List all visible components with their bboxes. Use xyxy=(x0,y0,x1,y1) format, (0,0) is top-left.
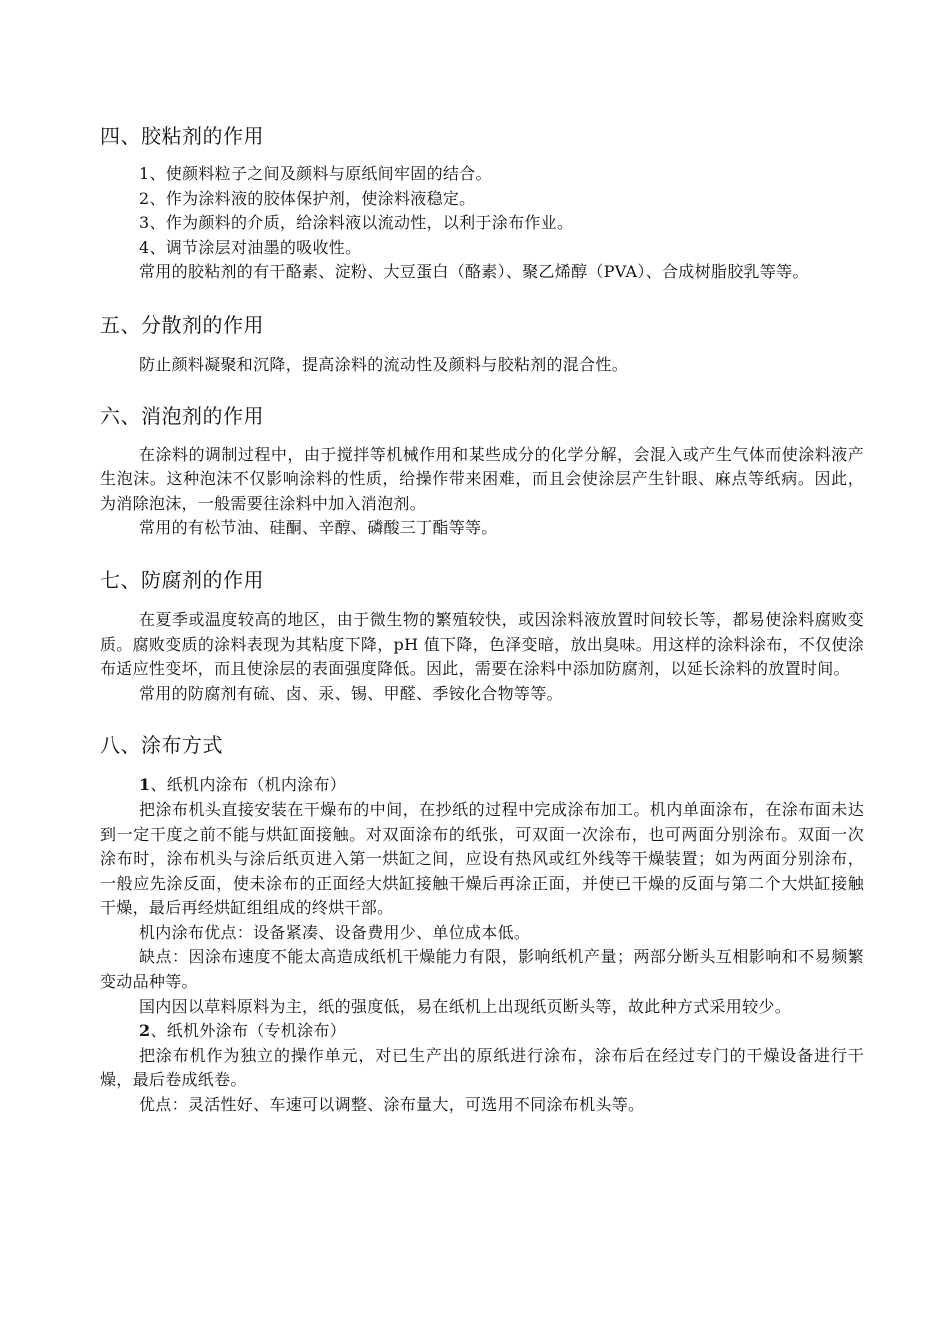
paragraph: 国内因以草料原料为主，纸的强度低，易在纸机上出现纸页断头等，故此种方式采用较少。 xyxy=(139,996,792,1016)
section-heading-defoamer: 六、消泡剂的作用 xyxy=(100,403,264,428)
subsection-title-offmachine xyxy=(100,1019,864,1044)
list-item: 3、作为颜料的介质，给涂料液以流动性，以利于涂布作业。 xyxy=(139,213,574,233)
section-heading-coating-methods: 八、涂布方式 xyxy=(100,733,223,758)
paragraph: 常用的胶粘剂的有干酪素、淀粉、大豆蛋白（酪素）、聚乙烯醇（PVA）、合成树脂胶乳等等。 xyxy=(139,262,809,282)
paragraph: 机内涂布优点：设备紧凑、设备费用少、单位成本低。 xyxy=(139,922,531,942)
section-body-defoamer xyxy=(100,443,864,541)
section-heading-dispersant: 五、分散剂的作用 xyxy=(100,312,264,337)
list-item: 2、作为涂料液的胶体保护剂，使涂料液稳定。 xyxy=(139,188,476,208)
subsection-number: 1 xyxy=(139,775,151,795)
document-page xyxy=(100,0,864,1118)
paragraph: 常用的有松节油、硅酮、辛醇、磷酸三丁酯等等。 xyxy=(139,518,498,538)
section-heading-preservative: 七、防腐剂的作用 xyxy=(100,567,264,592)
subsection-title-text: 、纸机内涂布（机内涂布） xyxy=(150,775,347,795)
subsection-number: 2 xyxy=(139,1021,151,1041)
section-body-coating-methods xyxy=(100,773,864,1117)
paragraph: 缺点：因涂布速度不能太高造成纸机干燥能力有限，影响纸机产量；两部分断头互相影响和不易频繁变动品种等。 xyxy=(100,947,864,992)
list-item: 1、使颜料粒子之间及颜料与原纸间牢固的结合。 xyxy=(139,164,492,183)
subsection-title-onmachine xyxy=(100,773,864,798)
section-body-preservative xyxy=(100,608,864,706)
paragraph: 在涂料的调制过程中，由于搅拌等机械作用和某些成分的化学分解，会混入或产生气体而使涂料液产生泡沫。这种泡沫不仅影响涂料的性质，给操作带来困难，而且会使涂层产生针眼、麻点等纸病。因此，为消除泡沫，一般需要往涂料中加入消泡剂。 xyxy=(100,444,864,513)
section-body-dispersant xyxy=(100,353,864,378)
paragraph: 把涂布机作为独立的操作单元，对已生产出的原纸进行涂布，涂布后在经过专门的干燥设备进行干燥，最后卷成纸卷。 xyxy=(100,1045,864,1090)
paragraph: 把涂布机头直接安装在干燥布的中间，在抄纸的过程中完成涂布加工。机内单面涂布，在涂布面未达到一定干度之前不能与烘缸面接触。对双面涂布的纸张，可双面一次涂布，也可两面分别涂布。双面一次涂布时，涂布机头与涂后纸页进入第一烘缸之间，应设有热风或红外线等干燥装置；如为两面分别涂布，一般应先涂反面，使未涂布的正面经大烘缸接触干燥后再涂正面，并使已干燥的反面与第二个大烘缸接触干燥，最后再经烘缸组组成的终烘干部。 xyxy=(100,799,864,918)
section-body-adhesive xyxy=(100,162,864,285)
paragraph: 优点：灵活性好、车速可以调整、涂布量大，可选用不同涂布机头等。 xyxy=(139,1095,645,1115)
subsection-title-text: 、纸机外涂布（专机涂布） xyxy=(150,1021,347,1041)
paragraph: 防止颜料凝聚和沉降，提高涂料的流动性及颜料与胶粘剂的混合性。 xyxy=(139,354,629,374)
section-heading-adhesive: 四、胶粘剂的作用 xyxy=(100,124,264,148)
list-item: 4、调节涂层对油墨的吸收性。 xyxy=(139,237,362,257)
paragraph: 在夏季或温度较高的地区，由于微生物的繁殖较快，或因涂料液放置时间较长等，都易使涂料腐败变质。腐败变质的涂料表现为其粘度下降，pH 值下降，色泽变暗，放出臭味。用这样的涂料涂布，不仅使涂布适应性变坏，而且使涂层的表面强度降低。因此，需要在涂料中添加防腐剂，以延长涂料的放置时间。 xyxy=(100,609,864,679)
paragraph: 常用的防腐剂有硫、卤、汞、锡、甲醛、季铵化合物等等。 xyxy=(139,683,563,703)
